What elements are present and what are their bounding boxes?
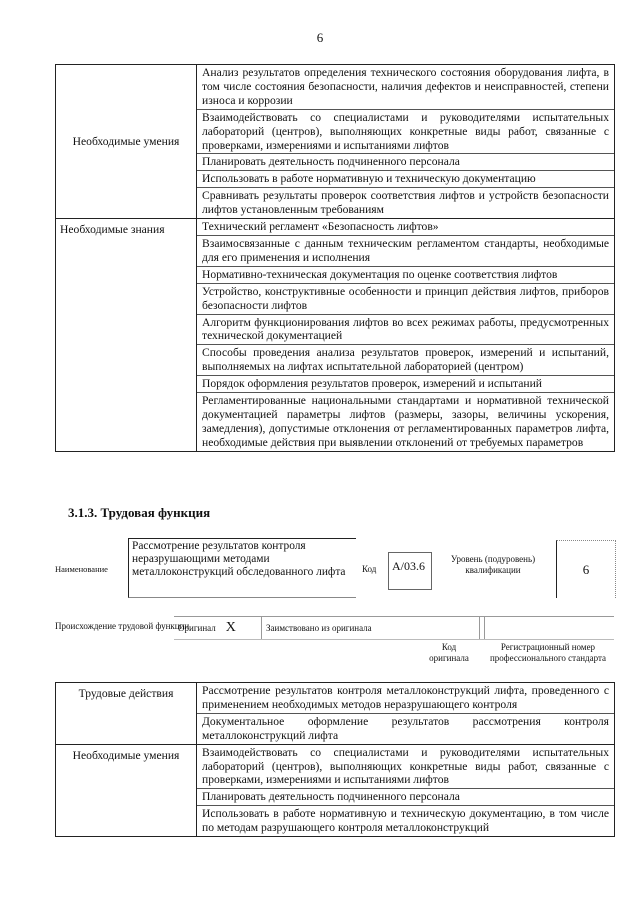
level-label: Уровень (подуровень) квалификации	[450, 554, 536, 576]
list-item: Нормативно-техническая документация по оценке соответствия лифтов	[197, 267, 614, 284]
name-label: Наименование	[55, 564, 108, 574]
list-item: Алгоритм функционирования лифтов во всех режимах работы, предусмотренных технической документацией	[197, 315, 614, 346]
table-row	[56, 219, 615, 452]
page-number: 6	[316, 30, 324, 45]
list-item: Порядок оформления результатов проверок, измерений и испытаний	[197, 376, 614, 393]
list-item: Планировать деятельность подчиненного персонала	[197, 789, 614, 806]
code-original-label: Код оригинала	[429, 642, 469, 664]
original-cell	[174, 617, 262, 639]
reg-number-label: Регистрационный номер профессионального стандарта	[489, 642, 607, 664]
section-title: 3.1.3. Трудовая функция	[68, 505, 211, 520]
list-item: Способы проведения анализа результатов проверок, измерений и испытаний, выполняемых на лифтах испытательной лабораторией (центром)	[197, 345, 614, 376]
row-label: Трудовые действия	[56, 683, 197, 745]
function-code: A/03.6	[388, 552, 432, 590]
list-item: Технический регламент «Безопасность лифтов»	[197, 219, 614, 236]
knowledge-cell	[197, 219, 615, 452]
list-item: Использовать в работе нормативную и техническую документацию, в том числе по методам разрушающего контроля металлоконструкций	[202, 807, 609, 835]
list-item: Сравнивать результаты проверок соответствия лифтов и устройств безопасности лифтов установленным требованиям	[202, 189, 609, 217]
table-row	[56, 744, 615, 836]
code-original-cell	[480, 617, 485, 639]
row-label: Необходимые знания	[56, 219, 197, 452]
list-item: Анализ результатов определения технического состояния оборудования лифта, в том числе состояния безопасности, наличия дефектов и неисправностей, степени износа и коррозии	[197, 65, 614, 110]
list-item: Рассмотрение результатов контроля металлоконструкций лифта, проведенного с применением необходимых методов неразрушающего контроля	[197, 683, 614, 714]
list-item: Документальное оформление результатов рассмотрения контроля металлоконструкций лифта	[202, 714, 609, 742]
actions-cell	[197, 683, 615, 745]
qualification-level: 6	[556, 540, 616, 598]
list-item: Взаимосвязанные с данным техническим регламентом стандарты, необходимые для его применения и исполнения	[197, 236, 614, 267]
list-item: Регламентированные национальными стандартами и нормативной технической документацией параметры лифтов (размеры, зазоры, величины ускорения, замедления), допустимые отклонения от регламентированных параметров лифта, необходимые действия при выявлении отклонений от требуемых параметров	[202, 394, 609, 449]
requirements-table-2	[55, 682, 615, 837]
function-name: Рассмотрение результатов контроля неразрушающими методами металлоконструкций обследованного лифта	[128, 538, 356, 598]
requirements-table-1	[55, 64, 615, 452]
row-label: Необходимые умения	[56, 65, 197, 219]
skills-cell	[197, 65, 615, 219]
list-item: Взаимодействовать со специалистами и руководителями испытательных лабораторий (центров), выполняющих конкретные виды работ, связанные с проверками, измерениями и испытаниями лифтов	[197, 745, 614, 790]
origin-label: Происхождение трудовой функции	[55, 621, 190, 631]
original-label: Оригинал	[178, 623, 216, 633]
table-row	[56, 65, 615, 219]
code-label: Код	[362, 564, 377, 574]
borrowed-label: Заимствовано из оригинала	[262, 617, 480, 639]
skills-cell	[197, 744, 615, 836]
list-item: Взаимодействовать со специалистами и руководителями испытательных лабораторий (центров), выполняющих конкретные виды работ, связанные с проверками, измерениями и испытаниями лифтов	[197, 110, 614, 155]
list-item: Использовать в работе нормативную и техническую документацию	[197, 171, 614, 188]
row-label: Необходимые умения	[56, 744, 197, 836]
list-item: Планировать деятельность подчиненного персонала	[197, 154, 614, 171]
origin-row	[174, 616, 614, 640]
list-item: Устройство, конструктивные особенности и принцип действия лифтов, приборов безопасности лифтов	[197, 284, 614, 315]
original-mark: X	[225, 620, 236, 635]
table-row	[56, 683, 615, 745]
